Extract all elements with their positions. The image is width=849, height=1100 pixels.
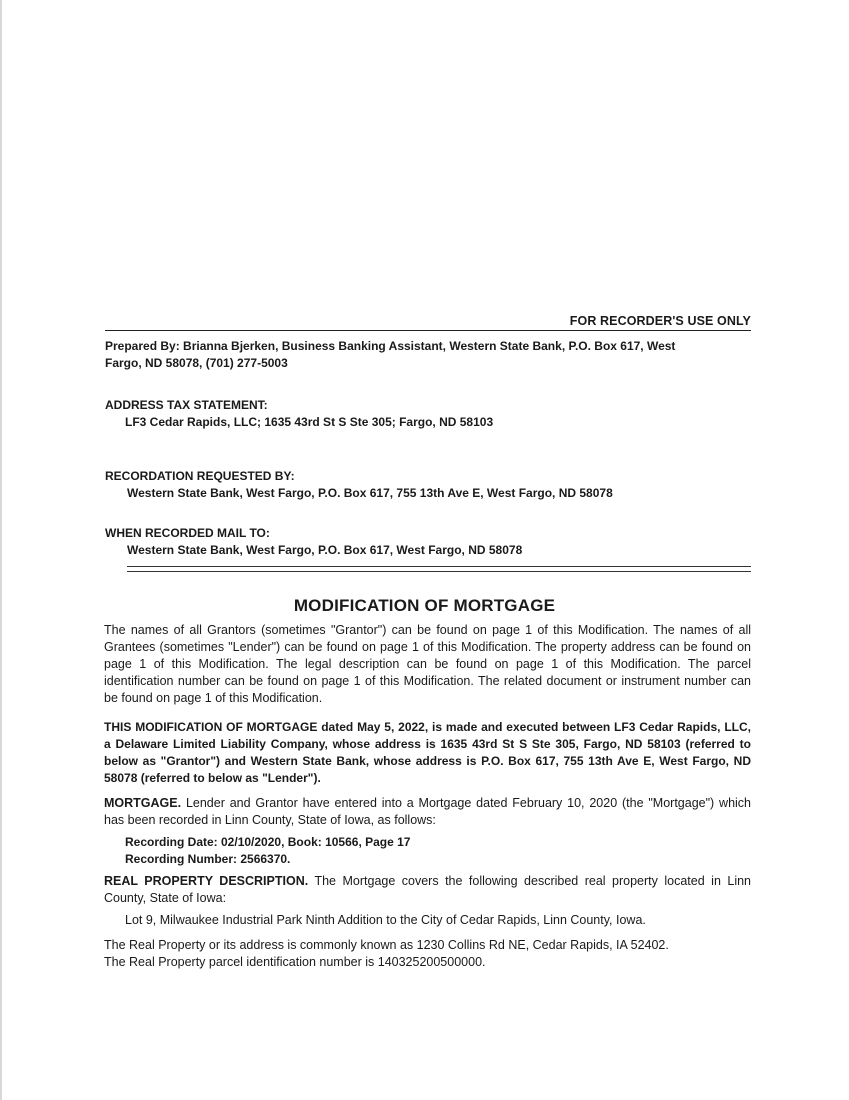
double-rule [127,566,751,572]
prepared-by-line-1: Prepared By: Brianna Bjerken, Business Banking Assistant, Western State Bank, P.O. Box 617, West [105,339,676,353]
mail-to-value: Western State Bank, West Fargo, P.O. Box 617, West Fargo, ND 58078 [127,543,523,557]
real-property-heading: REAL PROPERTY DESCRIPTION. [104,874,309,888]
recording-number: Recording Number: 2566370. [125,852,291,866]
modification-statement: THIS MODIFICATION OF MORTGAGE dated May 5, 2022, is made and executed between LF3 Cedar Rapids, LLC, a Delaware Limited Liability Company, whose address is 1635 43rd St S Ste 305, Fargo, ND 58103 (referred to below as "Grantor") and Western State Bank, whose address is P.O. Box 617, 755 13th Ave E, West Fargo, ND 58078 (referred to below as "Lender"). [104,720,751,785]
address-tax-heading: ADDRESS TAX STATEMENT: [105,398,268,412]
mortgage-text: Lender and Grantor have entered into a Mortgage dated February 10, 2020 (the "Mortgage") which has been recorded in Linn County, State of Iowa, as follows: [104,796,751,827]
recordation-value: Western State Bank, West Fargo, P.O. Box 617, 755 13th Ave E, West Fargo, ND 58078 [127,486,613,500]
recording-date: Recording Date: 02/10/2020, Book: 10566, Page 17 [125,835,411,849]
document-title: MODIFICATION OF MORTGAGE [293,596,556,615]
real-property-text: The Mortgage covers the following described real property located in Linn County, State of Iowa: [104,874,752,905]
recorder-rule [105,330,751,331]
parcel-number-line: The Real Property parcel identification number is 140325200500000. [104,955,486,969]
recorder-use-label: FOR RECORDER'S USE ONLY [569,314,751,328]
intro-paragraph: The names of all Grantors (sometimes "Grantor") can be found on page 1 of this Modification. The names of all Grantees (sometimes "Lender") can be found on page 1 of this Modification. The property address can be found on page 1 of this Modification. The legal description can be found on page 1 of this Modification. The parcel identification number can be found on page 1 of this Modification. The related document or instrument number can be found on page 1 of this Modification. [104,623,751,705]
real-property-paragraph [104,873,751,907]
recording-info [125,834,751,868]
page-edge [0,0,2,1100]
prepared-by-line-2: Fargo, ND 58078, (701) 277-5003 [105,356,288,370]
property-address-line: The Real Property or its address is commonly known as 1230 Collins Rd NE, Cedar Rapids, IA 52402. [104,938,669,952]
address-tax-block [105,397,751,431]
legal-description: Lot 9, Milwaukee Industrial Park Ninth Addition to the City of Cedar Rapids, Linn County, Iowa. [125,913,646,927]
mail-to-block [105,525,751,559]
mail-to-heading: WHEN RECORDED MAIL TO: [105,526,270,540]
recordation-heading: RECORDATION REQUESTED BY: [105,469,295,483]
address-tax-value: LF3 Cedar Rapids, LLC; 1635 43rd St S Ste 305; Fargo, ND 58103 [125,415,494,429]
recordation-block [105,468,751,502]
mortgage-heading: MORTGAGE. [104,796,182,810]
prepared-by-block [105,338,751,372]
mortgage-paragraph [104,795,751,829]
